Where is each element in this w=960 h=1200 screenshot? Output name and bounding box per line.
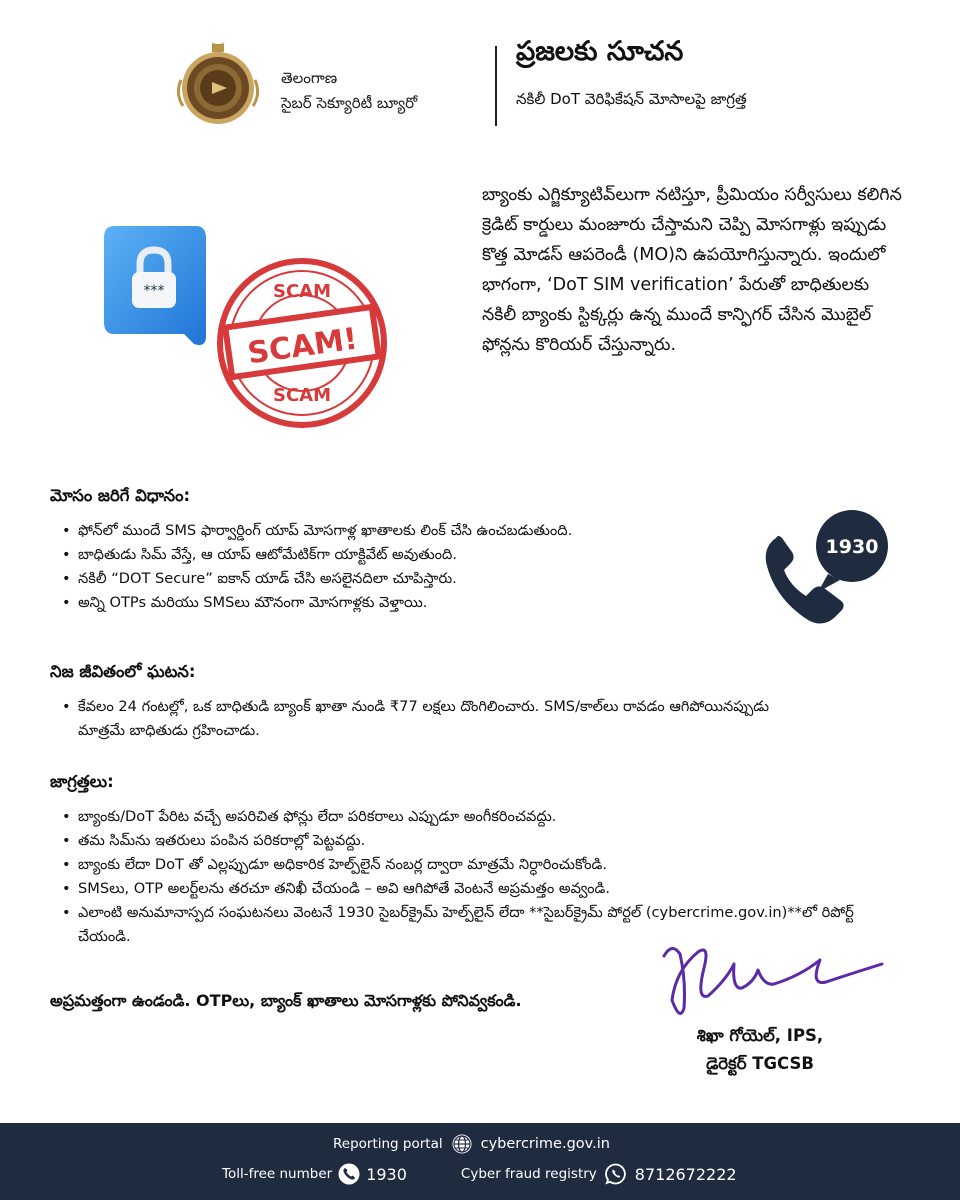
real-incident-list: [50, 695, 770, 743]
real-incident-title: నిజ జీవితంలో ఘటన:: [50, 662, 196, 681]
list-item: • తమ సిమ్‌ను ఇతరులు పంపిన పరికరాల్లో పెట్టవద్దు.: [50, 829, 910, 853]
signature-icon: [650, 930, 900, 1030]
modus-list: [50, 519, 740, 615]
footer-bar: [0, 1123, 960, 1200]
portal-label: Reporting portal: [333, 1136, 443, 1152]
intro-paragraph: బ్యాంకు ఎగ్జిక్యూటివ్‌లుగా నటిస్తూ, ప్రీమియం సర్వీసులు కలిగిన క్రెడిట్ కార్డులు మంజూరు చేస్తామని చెప్పి మోసగాళ్లు ఇప్పుడు కొత్త మోడస్ ఆపరెండీ (MO)ని ఉపయోగిస్తున్నారు. ఇందులో భాగంగా, ‘DoT SIM verification’ పేరుతో బాధితులకు నకిలీ బ్యాంకు స్టిక్కర్లు ఉన్న ముందే కాన్ఫిగర్ చేసిన మొబైల్ ఫోన్లను కొరియర్ చేస్తున్నారు.: [482, 185, 902, 355]
list-item: • ఫోన్‌లో ముందే SMS ఫార్వార్డింగ్ యాప్ మోసగాళ్ల ఖాతాలకు లింక్ చేసి ఉంచబడుతుంది.: [50, 519, 740, 543]
list-item: • కేవలం 24 గంటల్లో, ఒక బాధితుడి బ్యాంక్ ఖాతా నుండి ₹77 లక్షలు దొంగిలించారు. SMS/కాల్‌లు రావడం ఆగిపోయినప్పుడు మాత్రమే బాధితుడు గ్రహించాడు.: [50, 695, 770, 743]
org-line-2: సైబర్ సెక్యూరిటీ బ్యూరో: [281, 94, 418, 112]
list-item: • బ్యాంకు లేదా DoT తో ఎల్లప్పుడూ అధికారిక హెల్ప్‌లైన్ నంబర్ల ద్వారా మాత్రమే నిర్ధారించుకోండి.: [50, 853, 910, 877]
tollfree-label: Toll-free number: [222, 1166, 333, 1182]
list-item: • బాధితుడు సిమ్ వేస్తే, ఆ యాప్ ఆటోమేటిక్‌గా యాక్టివేట్ అవుతుంది.: [50, 543, 740, 567]
modus-title: మోసం జరిగే విధానం:: [50, 486, 191, 505]
registry-number[interactable]: 8712672222: [634, 1164, 737, 1184]
helpline-badge: 1930: [825, 536, 879, 558]
signatory-name: శిఖా గోయెల్, IPS,: [696, 1026, 824, 1045]
list-item: • నకిలీ “DOT Secure” ఐకాన్ యాడ్ చేసి అసలైనదిలా చూపిస్తారు.: [50, 567, 740, 591]
list-item: • SMSలు, OTP అలర్ట్‌లను తరచూ తనిఖీ చేయండి – అవి ఆగిపోతే వెంటనే అప్రమత్తం అవ్వండి.: [50, 877, 910, 901]
header-divider: [495, 46, 497, 126]
phone-1930-icon: [756, 508, 906, 632]
organization-name: [281, 66, 417, 116]
notice-title: ప్రజలకు సూచన: [516, 36, 684, 67]
phone-icon: [338, 1163, 360, 1185]
list-item: • అన్ని OTPs మరియు SMSలు మౌనంగా మోసగాళ్లకు వెళ్తాయి.: [50, 591, 740, 615]
modus-section: [50, 486, 740, 615]
precautions-list: [50, 805, 910, 949]
footer-contact-row: [222, 1163, 737, 1185]
caution-message: అప్రమత్తంగా ఉండండి. OTPలు, బ్యాంక్ ఖాతాలు మోసగాళ్లకు పోనివ్వకండి.: [50, 991, 522, 1010]
org-line-1: తెలంగాణ: [281, 69, 338, 87]
portal-link[interactable]: cybercrime.gov.in: [480, 1136, 610, 1152]
stamp-main-text: SCAM!: [245, 321, 360, 372]
svg-text:***: ***: [143, 283, 165, 299]
registry-label: Cyber fraud registry: [460, 1166, 597, 1182]
list-item: • ఎలాంటి అనుమానాస్పద సంఘటనలు వెంటనే 1930 సైబర్‌క్రైమ్ హెల్ప్‌లైన్ లేదా **సైబర్‌క్రైమ్ పోర్టల్ (cybercrime.gov.in)**లో రిపోర్ట్ చేయండి.: [50, 901, 910, 949]
precautions-section: [50, 772, 910, 949]
stamp-bottom-text: SCAM: [272, 385, 332, 406]
globe-icon: [451, 1133, 473, 1155]
notice-subtitle: నకిలీ DoT వెరిఫికేషన్ మోసాలపై జాగ్రత్త: [516, 90, 747, 108]
scam-stamp-icon: [214, 255, 390, 431]
signatory: [660, 1022, 860, 1078]
stamp-top-text: SCAM: [272, 281, 332, 302]
signatory-designation: డైరెక్టర్ TGCSB: [706, 1054, 814, 1073]
whatsapp-icon: [605, 1163, 627, 1185]
lock-chat-icon: [100, 216, 210, 356]
tollfree-number[interactable]: 1930: [366, 1164, 407, 1184]
real-incident-section: [50, 662, 770, 743]
list-item: • బ్యాంకు/DoT పేరిట వచ్చే అపరిచిత ఫోన్లు లేదా పరికరాలు ఎప్పుడూ అంగీకరించవద్దు.: [50, 805, 910, 829]
footer-portal-row: [333, 1133, 610, 1155]
precautions-title: జాగ్రత్తలు:: [50, 772, 114, 791]
bureau-emblem-icon: [175, 40, 261, 126]
